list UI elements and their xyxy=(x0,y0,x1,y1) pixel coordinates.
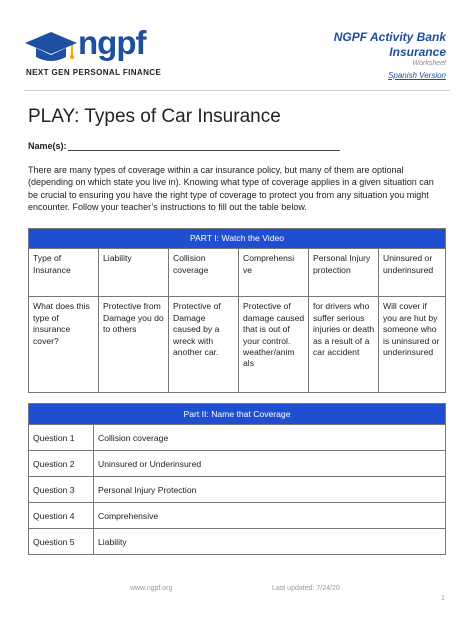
table-row xyxy=(29,503,446,529)
table-cell[interactable]: Will cover if you are hut by someone who is uninsured or underinsured xyxy=(379,297,446,393)
page-title: PLAY: Types of Car Insurance xyxy=(28,106,281,127)
question-label: Question 4 xyxy=(29,503,94,529)
footer-last-updated: Last updated: 7/24/20 xyxy=(272,585,340,592)
intro-paragraph: There are many types of coverage within a car insurance policy, but many of them are optional (depending on which state you live in). Knowing what type of coverage applies in a given situation can be crucial to ensuring you have the right type of coverage to protect you from any situation you might encounter. Follow your teacher’s instructions to fill out the table below. xyxy=(28,165,434,213)
question-label: Question 5 xyxy=(29,529,94,555)
part2-heading: Part II: Name that Coverage xyxy=(29,404,446,425)
footer-url[interactable]: www.ngpf.org xyxy=(130,585,173,592)
part2-table xyxy=(28,403,446,555)
table-cell[interactable]: Protective from Damage you do to others xyxy=(99,297,169,393)
graduation-cap-logo-icon xyxy=(24,30,78,64)
table-row xyxy=(29,477,446,503)
ngpf-wordmark: ngpf xyxy=(78,24,146,61)
question-label: Question 3 xyxy=(29,477,94,503)
spanish-version-link[interactable]: Spanish Version xyxy=(388,71,446,80)
question-label: Question 2 xyxy=(29,451,94,477)
table-row xyxy=(29,425,446,451)
activity-bank-title xyxy=(334,30,446,60)
table-cell: Personal Injury protection xyxy=(309,249,379,297)
table-row xyxy=(29,451,446,477)
names-input-line[interactable] xyxy=(68,150,340,151)
answer-cell[interactable]: Collision coverage xyxy=(94,425,446,451)
header-line-2: Insurance xyxy=(389,45,446,59)
table-cell: Uninsured or underinsured xyxy=(379,249,446,297)
table-cell: Collision coverage xyxy=(169,249,239,297)
table-cell[interactable]: Protective of damage caused that is out of your control. weather/anim als xyxy=(239,297,309,393)
answer-cell[interactable]: Comprehensive xyxy=(94,503,446,529)
table-cell: What does this type of insurance cover? xyxy=(29,297,99,393)
brand-tagline: NEXT GEN PERSONAL FINANCE xyxy=(26,68,162,77)
table-cell: Liability xyxy=(99,249,169,297)
question-label: Question 1 xyxy=(29,425,94,451)
part1-table xyxy=(28,228,446,393)
answer-cell[interactable]: Personal Injury Protection xyxy=(94,477,446,503)
header-divider xyxy=(24,90,450,91)
page-number: 1 xyxy=(441,595,445,602)
header-line-1: NGPF Activity Bank xyxy=(333,30,446,44)
table-cell[interactable]: Protective of Damage caused by a wreck with another car. xyxy=(169,297,239,393)
names-label: Name(s): xyxy=(28,141,67,151)
table-cell: Comprehensi ve xyxy=(239,249,309,297)
worksheet-label: Worksheet xyxy=(412,60,446,67)
table-cell: Type of Insurance xyxy=(29,249,99,297)
table-cell[interactable]: for drivers who suffer serious injuries or death as a result of a car accident xyxy=(309,297,379,393)
answer-cell[interactable]: Uninsured or Underinsured xyxy=(94,451,446,477)
part1-heading: PART I: Watch the Video xyxy=(29,229,446,249)
answer-cell[interactable]: Liability xyxy=(94,529,446,555)
table-row xyxy=(29,529,446,555)
